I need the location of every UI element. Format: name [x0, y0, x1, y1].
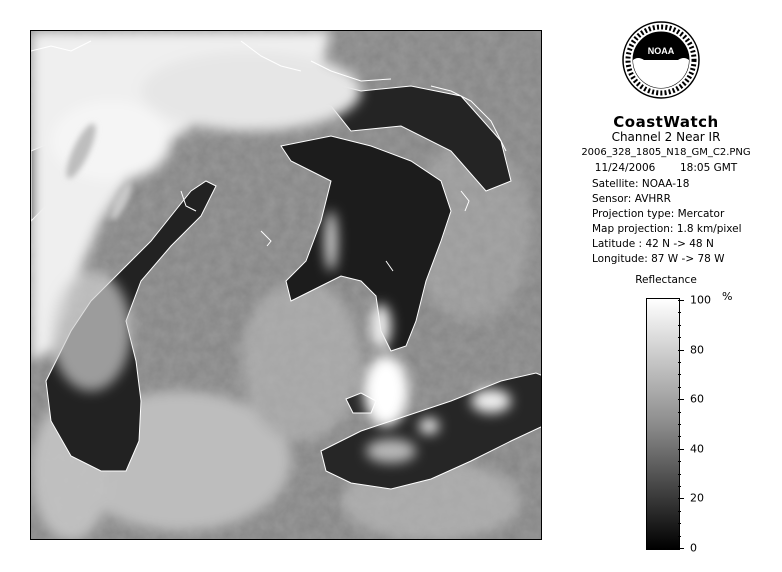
colorbar-minor-tick: [678, 474, 681, 475]
colorbar-title: Reflectance: [635, 274, 697, 286]
satellite-value: NOAA-18: [641, 178, 690, 190]
noaa-logo-icon: [621, 20, 701, 100]
map-image: [31, 31, 542, 540]
colorbar-minor-tick: [678, 486, 681, 487]
longitude-value: 87 W -> 78 W: [651, 253, 725, 265]
colorbar-tick-label: 80: [690, 343, 704, 357]
colorbar-minor-tick: [678, 436, 681, 437]
noaa-logo: [621, 20, 701, 100]
channel-label: Channel 2 Near IR: [611, 130, 721, 144]
colorbar-minor-tick: [678, 325, 681, 326]
map-projection-value: 1.8 km/pixel: [676, 223, 742, 235]
colorbar-tick: [678, 449, 684, 450]
page-title: CoastWatch: [613, 113, 719, 131]
colorbar-minor-tick: [678, 523, 681, 524]
colorbar-minor-tick: [678, 511, 681, 512]
colorbar-unit: %: [722, 290, 733, 303]
colorbar: [646, 298, 680, 550]
colorbar-tick: [678, 399, 684, 400]
latitude-row: Latitude : 42 N -> 48 N: [592, 238, 714, 250]
colorbar-tick-label: 100: [690, 293, 711, 307]
colorbar-minor-tick: [678, 387, 681, 388]
colorbar-minor-tick: [678, 374, 681, 375]
colorbar-tick-label: 0: [690, 541, 697, 555]
time-value: 18:05 GMT: [680, 162, 738, 174]
satellite-row: Satellite: NOAA-18: [592, 178, 690, 190]
colorbar-minor-tick: [678, 312, 681, 313]
latitude-value: 42 N -> 48 N: [645, 238, 714, 250]
sensor-row: Sensor: AVHRR: [592, 193, 671, 205]
colorbar-minor-tick: [678, 337, 681, 338]
colorbar-tick: [678, 548, 684, 549]
satellite-map: [30, 30, 542, 540]
colorbar-minor-tick: [678, 536, 681, 537]
colorbar-tick-label: 60: [690, 392, 704, 406]
colorbar-tick-label: 20: [690, 491, 704, 505]
projection-type-value: Mercator: [677, 208, 725, 220]
map-projection-row: Map projection: 1.8 km/pixel: [592, 223, 742, 235]
colorbar-minor-tick: [678, 424, 681, 425]
datetime-label: [560, 162, 772, 174]
colorbar-tick: [678, 300, 684, 301]
colorbar-tick: [678, 498, 684, 499]
longitude-row: Longitude: 87 W -> 78 W: [592, 253, 725, 265]
noaa-logo-text: NOAA: [647, 46, 675, 56]
filename-label: 2006_328_1805_N18_GM_C2.PNG: [581, 147, 751, 158]
date-value: 11/24/2006: [594, 162, 656, 174]
colorbar-minor-tick: [678, 461, 681, 462]
colorbar-tick-label: 40: [690, 442, 704, 456]
colorbar-minor-tick: [678, 362, 681, 363]
projection-type-row: Projection type: Mercator: [592, 208, 725, 220]
colorbar-minor-tick: [678, 412, 681, 413]
colorbar-tick: [678, 350, 684, 351]
sensor-value: AVHRR: [634, 193, 671, 205]
